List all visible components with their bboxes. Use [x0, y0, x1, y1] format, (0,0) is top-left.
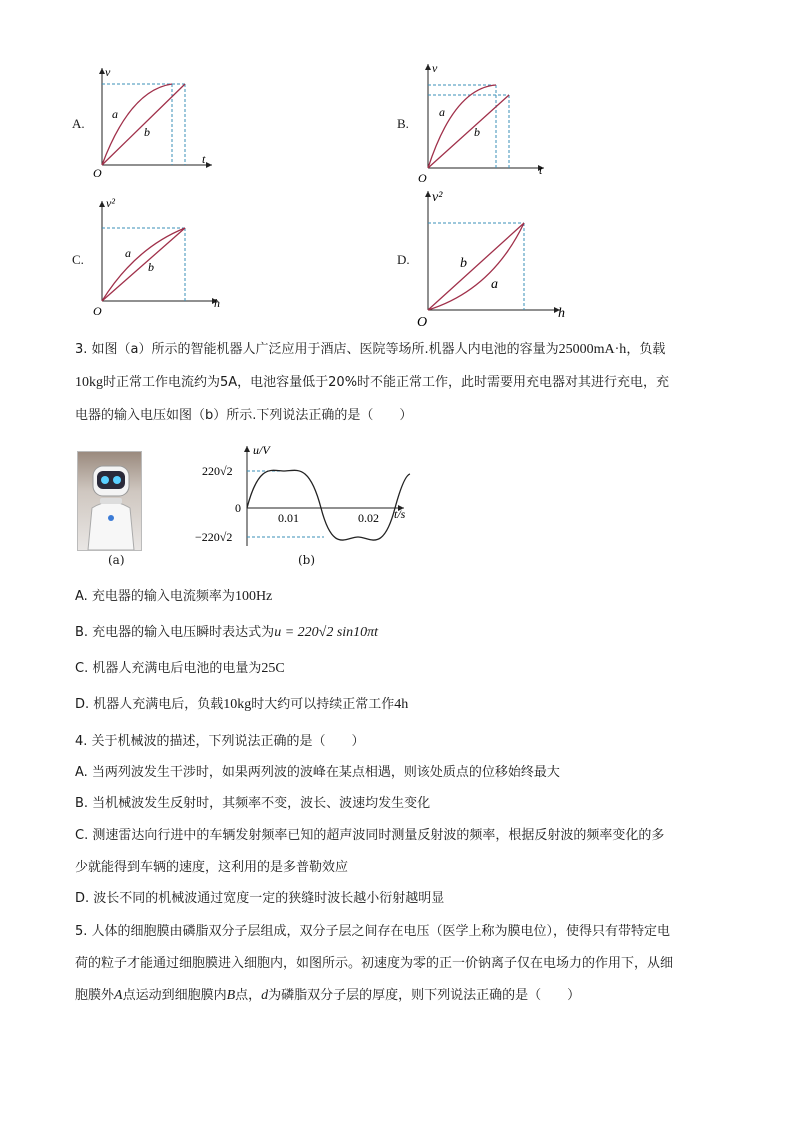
x-axis-label: t	[539, 163, 543, 177]
q3-option-b: B. 充电器的输入电压瞬时表达式为u = 220√2 sin10πt	[75, 625, 379, 640]
fig-b-caption: (b)	[298, 553, 316, 567]
voltage-wave-figure	[192, 442, 417, 554]
y-axis-label: v²	[106, 196, 115, 210]
curve-b	[428, 223, 524, 310]
curve-a-label: a	[112, 107, 118, 121]
option-c-label: C.	[72, 252, 84, 267]
graph-b	[414, 58, 554, 183]
q5-line2: 荷的粒子才能通过细胞膜进入细胞内，如图所示。初速度为零的正一价钠离子仅在电场力的作用下，从细	[75, 956, 674, 971]
q3-option-c: C. 机器人充满电后电池的电量为25C	[75, 661, 285, 676]
u-axis-arrow	[244, 446, 250, 452]
fig-a-caption: (a)	[108, 553, 125, 567]
sine-curve	[247, 470, 410, 540]
q5-line1: 5. 人体的细胞膜由磷脂双分子层组成，双分子层之间存在电压（医学上称为膜电位），使得只有带特定电	[75, 924, 671, 939]
robot-photo	[77, 451, 142, 551]
x-axis-label: h	[558, 306, 565, 321]
y-axis-arrow	[425, 191, 431, 197]
y-axis-arrow	[99, 201, 105, 207]
option-a-label: A.	[72, 116, 85, 131]
x-axis-arrow	[206, 162, 212, 168]
graph-c	[90, 193, 225, 318]
x-axis-label: t	[202, 152, 206, 166]
y-axis-label: v²	[432, 190, 443, 205]
origin-label: O	[93, 166, 102, 180]
tick-max: 220√2	[202, 464, 233, 478]
q3-option-d: D. 机器人充满电后，负载10kg时大约可以持续正常工作4h	[75, 697, 409, 712]
curve-a-label: a	[125, 246, 131, 260]
curve-a-label: a	[439, 105, 445, 119]
curve-b-label: b	[460, 256, 467, 271]
curve-b-label: b	[148, 260, 154, 274]
q4-option-a: A. 当两列波发生干涉时，如果两列波的波峰在某点相遇，则该处质点的位移始终最大	[75, 765, 560, 780]
q3-option-a: A. 充电器的输入电流频率为100Hz	[75, 589, 273, 604]
curve-a-label: a	[491, 277, 498, 292]
option-b-label: B.	[397, 116, 409, 131]
curve-b	[102, 228, 185, 301]
y-axis-label: v	[105, 65, 111, 79]
tick-min: −220√2	[195, 530, 233, 544]
q3-line1: 3. 如图（a）所示的智能机器人广泛应用于酒店、医院等场所.机器人内电池的容量为25000mA·h，负载	[75, 342, 666, 357]
q3-line3: 电器的输入电压如图（b）所示.下列说法正确的是（ ）	[75, 408, 413, 423]
q3-line2: 10kg时正常工作电流约为5A，电池容量低于20%时不能正常工作，此时需要用充电器对其进行充电，充	[75, 375, 670, 390]
curve-a	[102, 84, 172, 165]
option-d-label: D.	[397, 252, 410, 267]
q4-option-d: D. 波长不同的机械波通过宽度一定的狭缝时波长越小衍射越明显	[75, 891, 445, 906]
curve-b-label: b	[474, 125, 480, 139]
tick-zero: 0	[235, 501, 241, 515]
graph-d	[412, 185, 572, 330]
q4-option-b: B. 当机械波发生反射时，其频率不变，波长、波速均发生变化	[75, 796, 431, 811]
u-axis-label: u/V	[253, 443, 270, 457]
x-axis-label: h	[214, 296, 220, 310]
t-axis-label: t/s	[394, 507, 406, 521]
q4-option-c-line1: C. 测速雷达向行进中的车辆发射频率已知的超声波同时测量反射波的频率，根据反射波的频率变化的多	[75, 828, 665, 843]
origin-label: O	[418, 171, 427, 183]
q5-line3: 胞膜外A点运动到细胞膜内B点，d为磷脂双分子层的厚度，则下列说法正确的是（ ）	[75, 988, 581, 1003]
curve-b-label: b	[144, 125, 150, 139]
graph-a	[90, 60, 220, 180]
y-axis-label: v	[432, 61, 438, 75]
y-axis-arrow	[425, 64, 431, 70]
origin-label: O	[417, 315, 428, 330]
origin-label: O	[93, 304, 102, 318]
tick-t2: 0.02	[358, 511, 379, 525]
tick-t1: 0.01	[278, 511, 299, 525]
q4-stem: 4. 关于机械波的描述，下列说法正确的是（ ）	[75, 734, 365, 749]
robot-illustration	[78, 452, 141, 550]
curve-a	[428, 85, 496, 168]
q4-option-c-line2: 少就能得到车辆的速度，这利用的是多普勒效应	[75, 860, 349, 875]
